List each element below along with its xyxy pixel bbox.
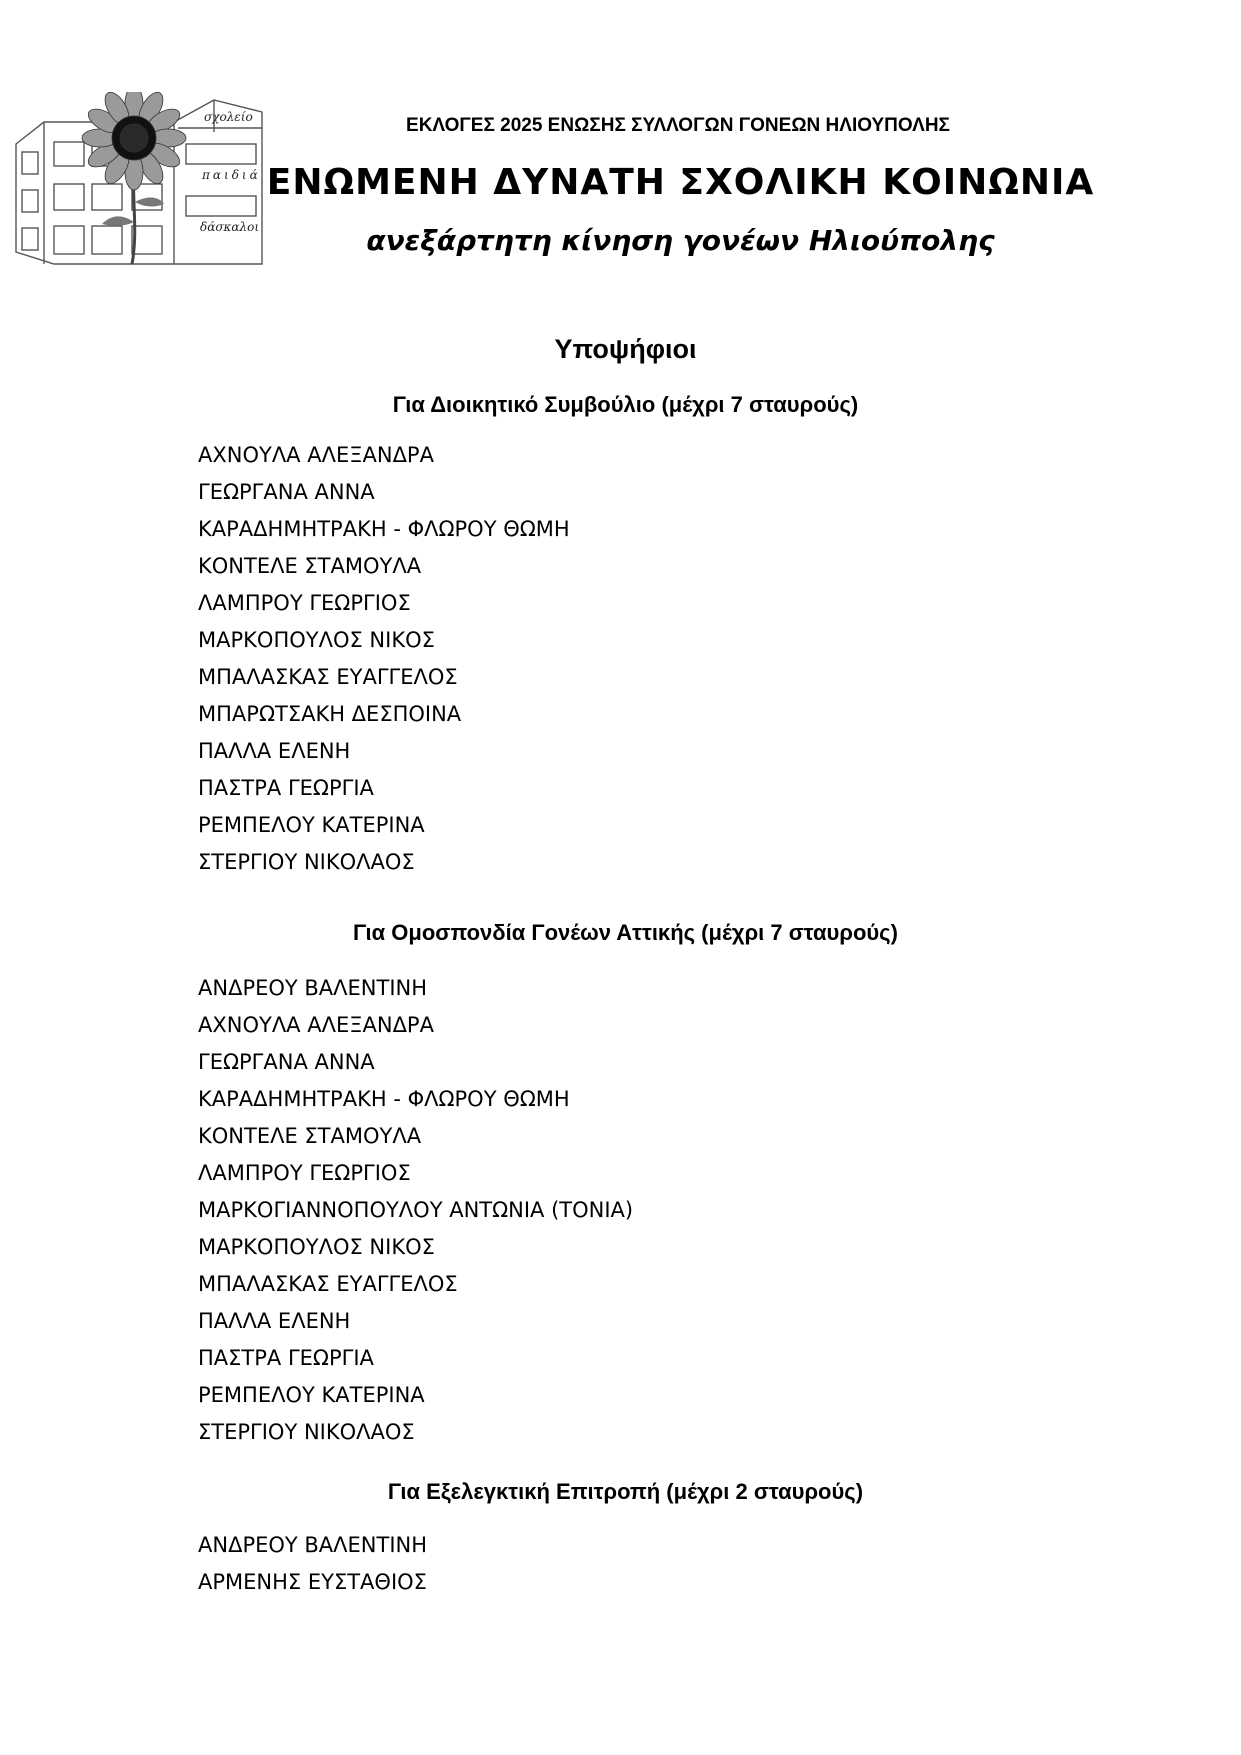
candidate-name: ΑΝΔΡΕΟΥ ΒΑΛΕΝΤΙΝΗ [198, 1533, 428, 1557]
candidate-name: ΚΟΝΤΕΛΕ ΣΤΑΜΟΥΛΑ [198, 554, 422, 578]
candidate-name: ΠΑΣΤΡΑ ΓΕΩΡΓΙΑ [198, 776, 374, 800]
group-title: ΕΝΩΜΕΝΗ ΔΥΝΑΤΗ ΣΧΟΛΙΚΗ ΚΟΙΝΩΝΙΑ [266, 162, 1095, 203]
group-subtitle: ανεξάρτητη κίνηση γονέων Ηλιούπολης [366, 224, 995, 257]
candidate-name: ΣΤΕΡΓΙΟΥ ΝΙΚΟΛΑΟΣ [198, 1420, 415, 1444]
candidate-name: ΚΟΝΤΕΛΕ ΣΤΑΜΟΥΛΑ [198, 1124, 422, 1148]
candidate-list-federation [198, 970, 633, 1451]
logo-label-teachers: δάσκαλοι [200, 220, 260, 234]
candidate-name: ΠΑΛΛΑ ΕΛΕΝΗ [198, 739, 351, 763]
candidate-name: ΜΠΑΛΑΣΚΑΣ ΕΥΑΓΓΕΛΟΣ [198, 1272, 458, 1296]
section-title-board: Για Διοικητικό Συμβούλιο (μέχρι 7 σταυρούς) [392, 392, 859, 417]
election-supertitle: ΕΚΛΟΓΕΣ 2025 ΕΝΩΣΗΣ ΣΥΛΛΟΓΩΝ ΓΟΝΕΩΝ ΗΛΙΟΥΠΟΛΗΣ [406, 115, 950, 136]
candidate-name: ΜΠΑΛΑΣΚΑΣ ΕΥΑΓΓΕΛΟΣ [198, 665, 458, 689]
candidate-name: ΑΝΔΡΕΟΥ ΒΑΛΕΝΤΙΝΗ [198, 976, 428, 1000]
candidate-name: ΛΑΜΠΡΟΥ ΓΕΩΡΓΙΟΣ [198, 1161, 411, 1185]
candidate-name: ΜΑΡΚΟΠΟΥΛΟΣ ΝΙΚΟΣ [198, 628, 435, 652]
candidate-name: ΚΑΡΑΔΗΜΗΤΡΑΚΗ - ΦΛΩΡΟΥ ΘΩΜΗ [198, 517, 570, 541]
candidate-list-board [198, 437, 570, 881]
candidate-name: ΠΑΣΤΡΑ ΓΕΩΡΓΙΑ [198, 1346, 374, 1370]
candidate-name: ΣΤΕΡΓΙΟΥ ΝΙΚΟΛΑΟΣ [198, 850, 415, 874]
candidate-list-audit [198, 1527, 427, 1601]
candidate-name: ΓΕΩΡΓΑΝΑ ΑΝΝΑ [198, 1050, 375, 1074]
logo-label-school: σχολείο [204, 110, 253, 124]
candidate-name: ΑΧΝΟΥΛΑ ΑΛΕΞΑΝΔΡΑ [198, 1013, 434, 1037]
candidate-name: ΡΕΜΠΕΛΟΥ ΚΑΤΕΡΙΝΑ [198, 1383, 425, 1407]
candidate-name: ΓΕΩΡΓΑΝΑ ΑΝΝΑ [198, 480, 375, 504]
section-title-federation: Για Ομοσπονδία Γονέων Αττικής (μέχρι 7 σταυρούς) [353, 920, 898, 945]
candidate-name: ΜΑΡΚΟΠΟΥΛΟΣ ΝΙΚΟΣ [198, 1235, 435, 1259]
logo-label-children: παιδιά [202, 168, 261, 182]
candidate-name: ΑΧΝΟΥΛΑ ΑΛΕΞΑΝΔΡΑ [198, 443, 434, 467]
candidate-name: ΡΕΜΠΕΛΟΥ ΚΑΤΕΡΙΝΑ [198, 813, 425, 837]
section-title-audit: Για Εξελεγκτική Επιτροπή (μέχρι 2 σταυρούς) [387, 1479, 864, 1504]
candidate-name: ΜΑΡΚΟΓΙΑΝΝΟΠΟΥΛΟΥ ΑΝΤΩΝΙΑ (ΤΟΝΙΑ) [198, 1198, 634, 1222]
candidate-name: ΠΑΛΛΑ ΕΛΕΝΗ [198, 1309, 351, 1333]
candidate-name: ΑΡΜΕΝΗΣ ΕΥΣΤΑΘΙΟΣ [198, 1570, 427, 1594]
candidates-heading: Υποψήφιοι [554, 334, 697, 364]
candidate-name: ΛΑΜΠΡΟΥ ΓΕΩΡΓΙΟΣ [198, 591, 411, 615]
candidate-name: ΚΑΡΑΔΗΜΗΤΡΑΚΗ - ΦΛΩΡΟΥ ΘΩΜΗ [198, 1087, 570, 1111]
candidate-name: ΜΠΑΡΩΤΣΑΚΗ ΔΕΣΠΟΙΝΑ [198, 702, 462, 726]
